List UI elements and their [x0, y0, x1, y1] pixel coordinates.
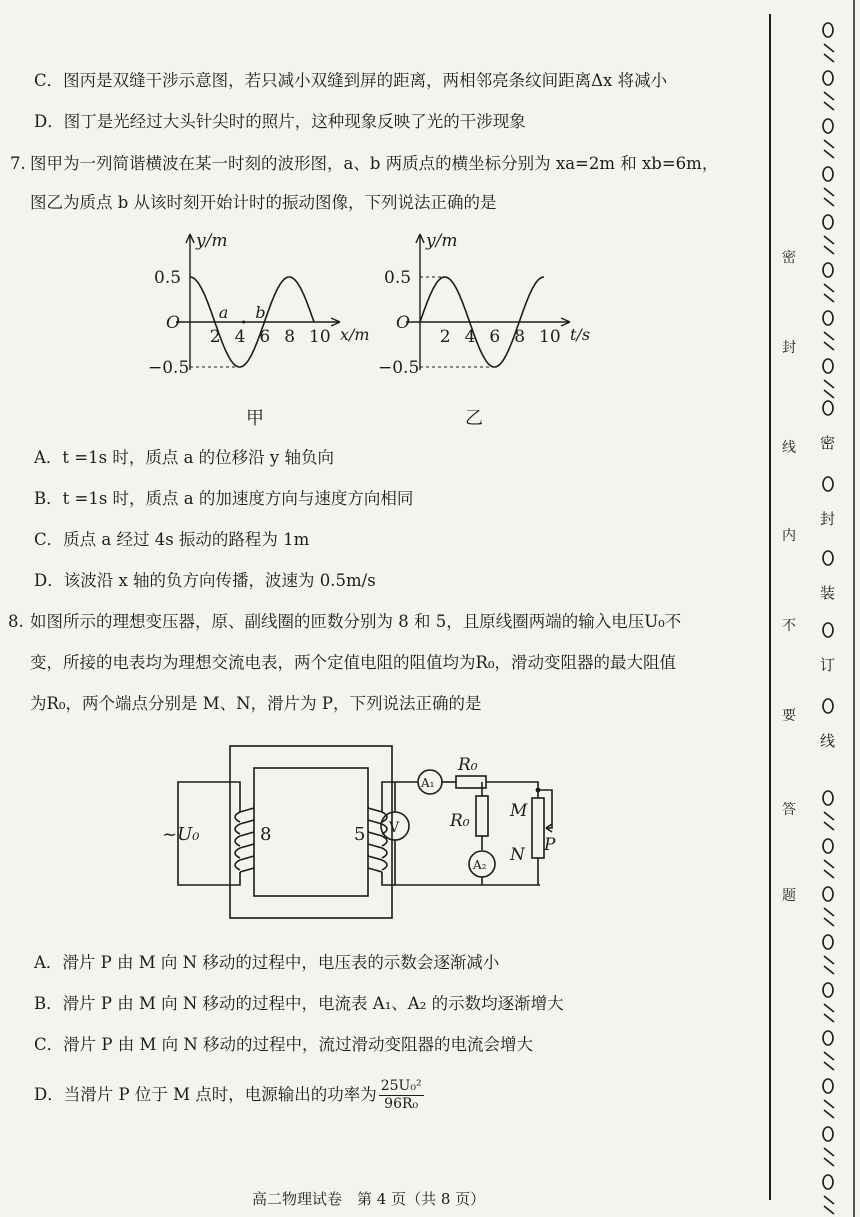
r0-top-label: R₀	[458, 755, 478, 775]
n-label: N	[510, 845, 525, 865]
seal-slash	[824, 188, 834, 196]
seal-mark-3: 订	[820, 656, 836, 674]
seal-slash	[824, 1014, 834, 1022]
x-tick-label-6: 6	[489, 327, 501, 347]
seal-circle	[823, 1031, 833, 1045]
point-b-label: b	[255, 303, 266, 322]
q6-option-d: D．图丁是光经过大头针尖时的照片，这种现象反映了光的干涉现象	[34, 112, 526, 131]
power-fraction	[379, 1078, 424, 1113]
ammeter-a2-label: A₂	[473, 858, 487, 872]
seal-label-5: 要	[782, 708, 796, 724]
secondary-bottom-wire	[382, 872, 540, 885]
q8-option-a: A．滑片 P 由 M 向 N 移动的过程中，电压表的示数会逐渐减小	[34, 953, 500, 972]
seal-circle	[823, 311, 833, 325]
seal-slash	[824, 860, 834, 868]
seal-slash	[824, 966, 834, 974]
seal-mark-0: 密	[820, 434, 836, 452]
seal-slash	[824, 822, 834, 830]
x-tick-label-10: 10	[539, 327, 561, 347]
seal-slash	[824, 380, 834, 388]
seal-mark-1: 封	[820, 510, 836, 528]
r0-middle-label: R₀	[450, 811, 470, 831]
x-tick-label-2: 2	[439, 327, 451, 347]
page-footer: 高二物理试卷 第 4 页（共 8 页）	[252, 1190, 486, 1208]
q7-stem-line1: 图甲为一列简谐横波在某一时刻的波形图，a、b 两质点的横坐标分别为 xa=2m 和 xb=6m，	[30, 154, 719, 173]
x-axis-label: x/m	[340, 325, 370, 344]
seal-circle	[823, 839, 833, 853]
seal-circle	[823, 401, 833, 415]
origin-label: O	[166, 313, 180, 333]
point-dot	[242, 321, 245, 324]
seal-label-6: 答	[782, 802, 796, 818]
q8-option-d	[34, 1078, 424, 1113]
q8-stem-line2: 变，所接的电表均为理想交流电表，两个定值电阻的阻值均为R₀，滑动变阻器的最大阻值	[30, 653, 677, 672]
seal-slash	[824, 342, 834, 350]
y-max-label: 0.5	[154, 268, 182, 288]
q8-option-c: C．滑片 P 由 M 向 N 移动的过程中，流过滑动变阻器的电流会增大	[34, 1035, 534, 1054]
voltmeter-label: V	[389, 820, 400, 836]
q7-number: 7.	[10, 154, 26, 173]
seal-slash	[824, 956, 834, 964]
seal-slash	[824, 44, 834, 52]
seal-slash	[824, 1100, 834, 1108]
seal-slash	[824, 284, 834, 292]
seal-mark-4: 线	[820, 732, 836, 750]
seal-circle	[823, 791, 833, 805]
y-min-label: −0.5	[148, 358, 190, 376]
fraction-numerator: 25U₀²	[380, 1078, 422, 1094]
q6-option-c: C．图丙是双缝干涉示意图，若只减小双缝到屏的距离，两相邻亮条纹间距离Δx 将减小	[34, 71, 668, 90]
x-axis-label: t/s	[570, 325, 591, 344]
origin-label: O	[396, 313, 410, 333]
seal-circle	[823, 477, 833, 491]
seal-slash	[824, 1052, 834, 1060]
seal-circle	[823, 551, 833, 565]
q8-option-d-text: D．当滑片 P 位于 M 点时，电源输出的功率为	[34, 1085, 377, 1104]
seal-slash	[824, 1110, 834, 1118]
seal-slash	[824, 812, 834, 820]
seal-circle	[823, 359, 833, 373]
q8-stem-line1: 如图所示的理想变压器，原、副线圈的匝数分别为 8 和 5，且原线圈两端的输入电压U₀不	[30, 612, 682, 631]
seal-mark-2: 装	[820, 584, 836, 602]
q7-option-c: C．质点 a 经过 4s 振动的路程为 1m	[34, 530, 310, 549]
seal-circle	[823, 1127, 833, 1141]
seal-slash	[824, 918, 834, 926]
ammeter-a1-label: A₁	[421, 776, 435, 790]
seal-slash	[824, 1004, 834, 1012]
seal-label-2: 线	[782, 440, 796, 456]
seal-circle	[823, 167, 833, 181]
fraction-denominator: 96R₀	[384, 1096, 419, 1112]
x-tick-label-2: 2	[209, 327, 221, 347]
seal-slash	[824, 54, 834, 62]
seal-slash	[824, 92, 834, 100]
seal-slash	[824, 294, 834, 302]
q8-number: 8.	[8, 612, 24, 631]
seal-label-1: 封	[782, 340, 796, 356]
x-tick-label-4: 4	[464, 327, 476, 347]
seal-circle	[823, 699, 833, 713]
y-axis-label: y/m	[426, 231, 458, 251]
seal-circle	[823, 263, 833, 277]
q8-option-b: B．滑片 P 由 M 向 N 移动的过程中，电流表 A₁、A₂ 的示数均逐渐增大	[34, 994, 564, 1013]
seal-label-7: 题	[782, 888, 796, 904]
resistor-r0-middle	[476, 796, 488, 836]
x-tick-label-4: 4	[234, 327, 246, 347]
secondary-top-wire	[382, 782, 418, 812]
seal-slash	[824, 1196, 834, 1204]
seal-label-0: 密	[782, 250, 796, 266]
seal-slash	[824, 1062, 834, 1070]
graph-jia	[148, 226, 378, 376]
seal-slash	[824, 1158, 834, 1166]
seal-slash	[824, 390, 834, 398]
seal-slash	[824, 236, 834, 244]
transformer-circuit-diagram	[160, 740, 560, 925]
seal-slash	[824, 150, 834, 158]
seal-slash	[824, 246, 834, 254]
p-label: P	[544, 835, 556, 855]
seal-slash	[824, 870, 834, 878]
seal-line-strip	[768, 0, 860, 1217]
q7-option-d: D．该波沿 x 轴的负方向传播，波速为 0.5m/s	[34, 571, 376, 590]
x-tick-label-6: 6	[259, 327, 271, 347]
seal-slash	[824, 908, 834, 916]
seal-circle	[823, 887, 833, 901]
primary-coil	[235, 808, 254, 872]
seal-circle	[823, 1079, 833, 1093]
m-label: M	[510, 801, 528, 821]
seal-label-3: 内	[782, 528, 796, 544]
x-tick-label-8: 8	[514, 327, 526, 347]
seal-slash	[824, 198, 834, 206]
caption-jia: 甲	[246, 408, 264, 429]
seal-slash	[824, 332, 834, 340]
seal-circle	[823, 215, 833, 229]
seal-slash	[824, 1148, 834, 1156]
graph-yi	[378, 226, 608, 376]
seal-slash	[824, 102, 834, 110]
source-label: ~U₀	[162, 824, 200, 845]
seal-circle	[823, 71, 833, 85]
seal-circle	[823, 935, 833, 949]
seal-circle	[823, 983, 833, 997]
q7-stem-line2: 图乙为质点 b 从该时刻开始计时的振动图像，下列说法正确的是	[30, 193, 497, 212]
q7-option-a: A．t =1s 时，质点 a 的位移沿 y 轴负向	[34, 448, 334, 467]
seal-circle	[823, 23, 833, 37]
slider-p-wire	[538, 790, 552, 828]
x-tick-label-8: 8	[284, 327, 296, 347]
primary-turns-label: 8	[260, 824, 272, 845]
y-min-label: −0.5	[378, 358, 420, 376]
seal-circle	[823, 1175, 833, 1189]
seal-circle	[823, 119, 833, 133]
caption-yi: 乙	[465, 408, 483, 429]
seal-slash	[824, 1206, 834, 1214]
y-max-label: 0.5	[384, 268, 412, 288]
point-a-label: a	[218, 303, 229, 322]
q7-option-b: B．t =1s 时，质点 a 的加速度方向与速度方向相同	[34, 489, 414, 508]
seal-circle	[823, 623, 833, 637]
y-axis-label: y/m	[196, 231, 228, 251]
secondary-turns-label: 5	[354, 824, 366, 845]
seal-slash	[824, 140, 834, 148]
q8-stem-line3: 为R₀，两个端点分别是 M、N，滑片为 P，下列说法正确的是	[30, 694, 482, 713]
seal-label-4: 不	[782, 618, 796, 634]
rheostat	[532, 798, 544, 858]
x-tick-label-10: 10	[309, 327, 331, 347]
